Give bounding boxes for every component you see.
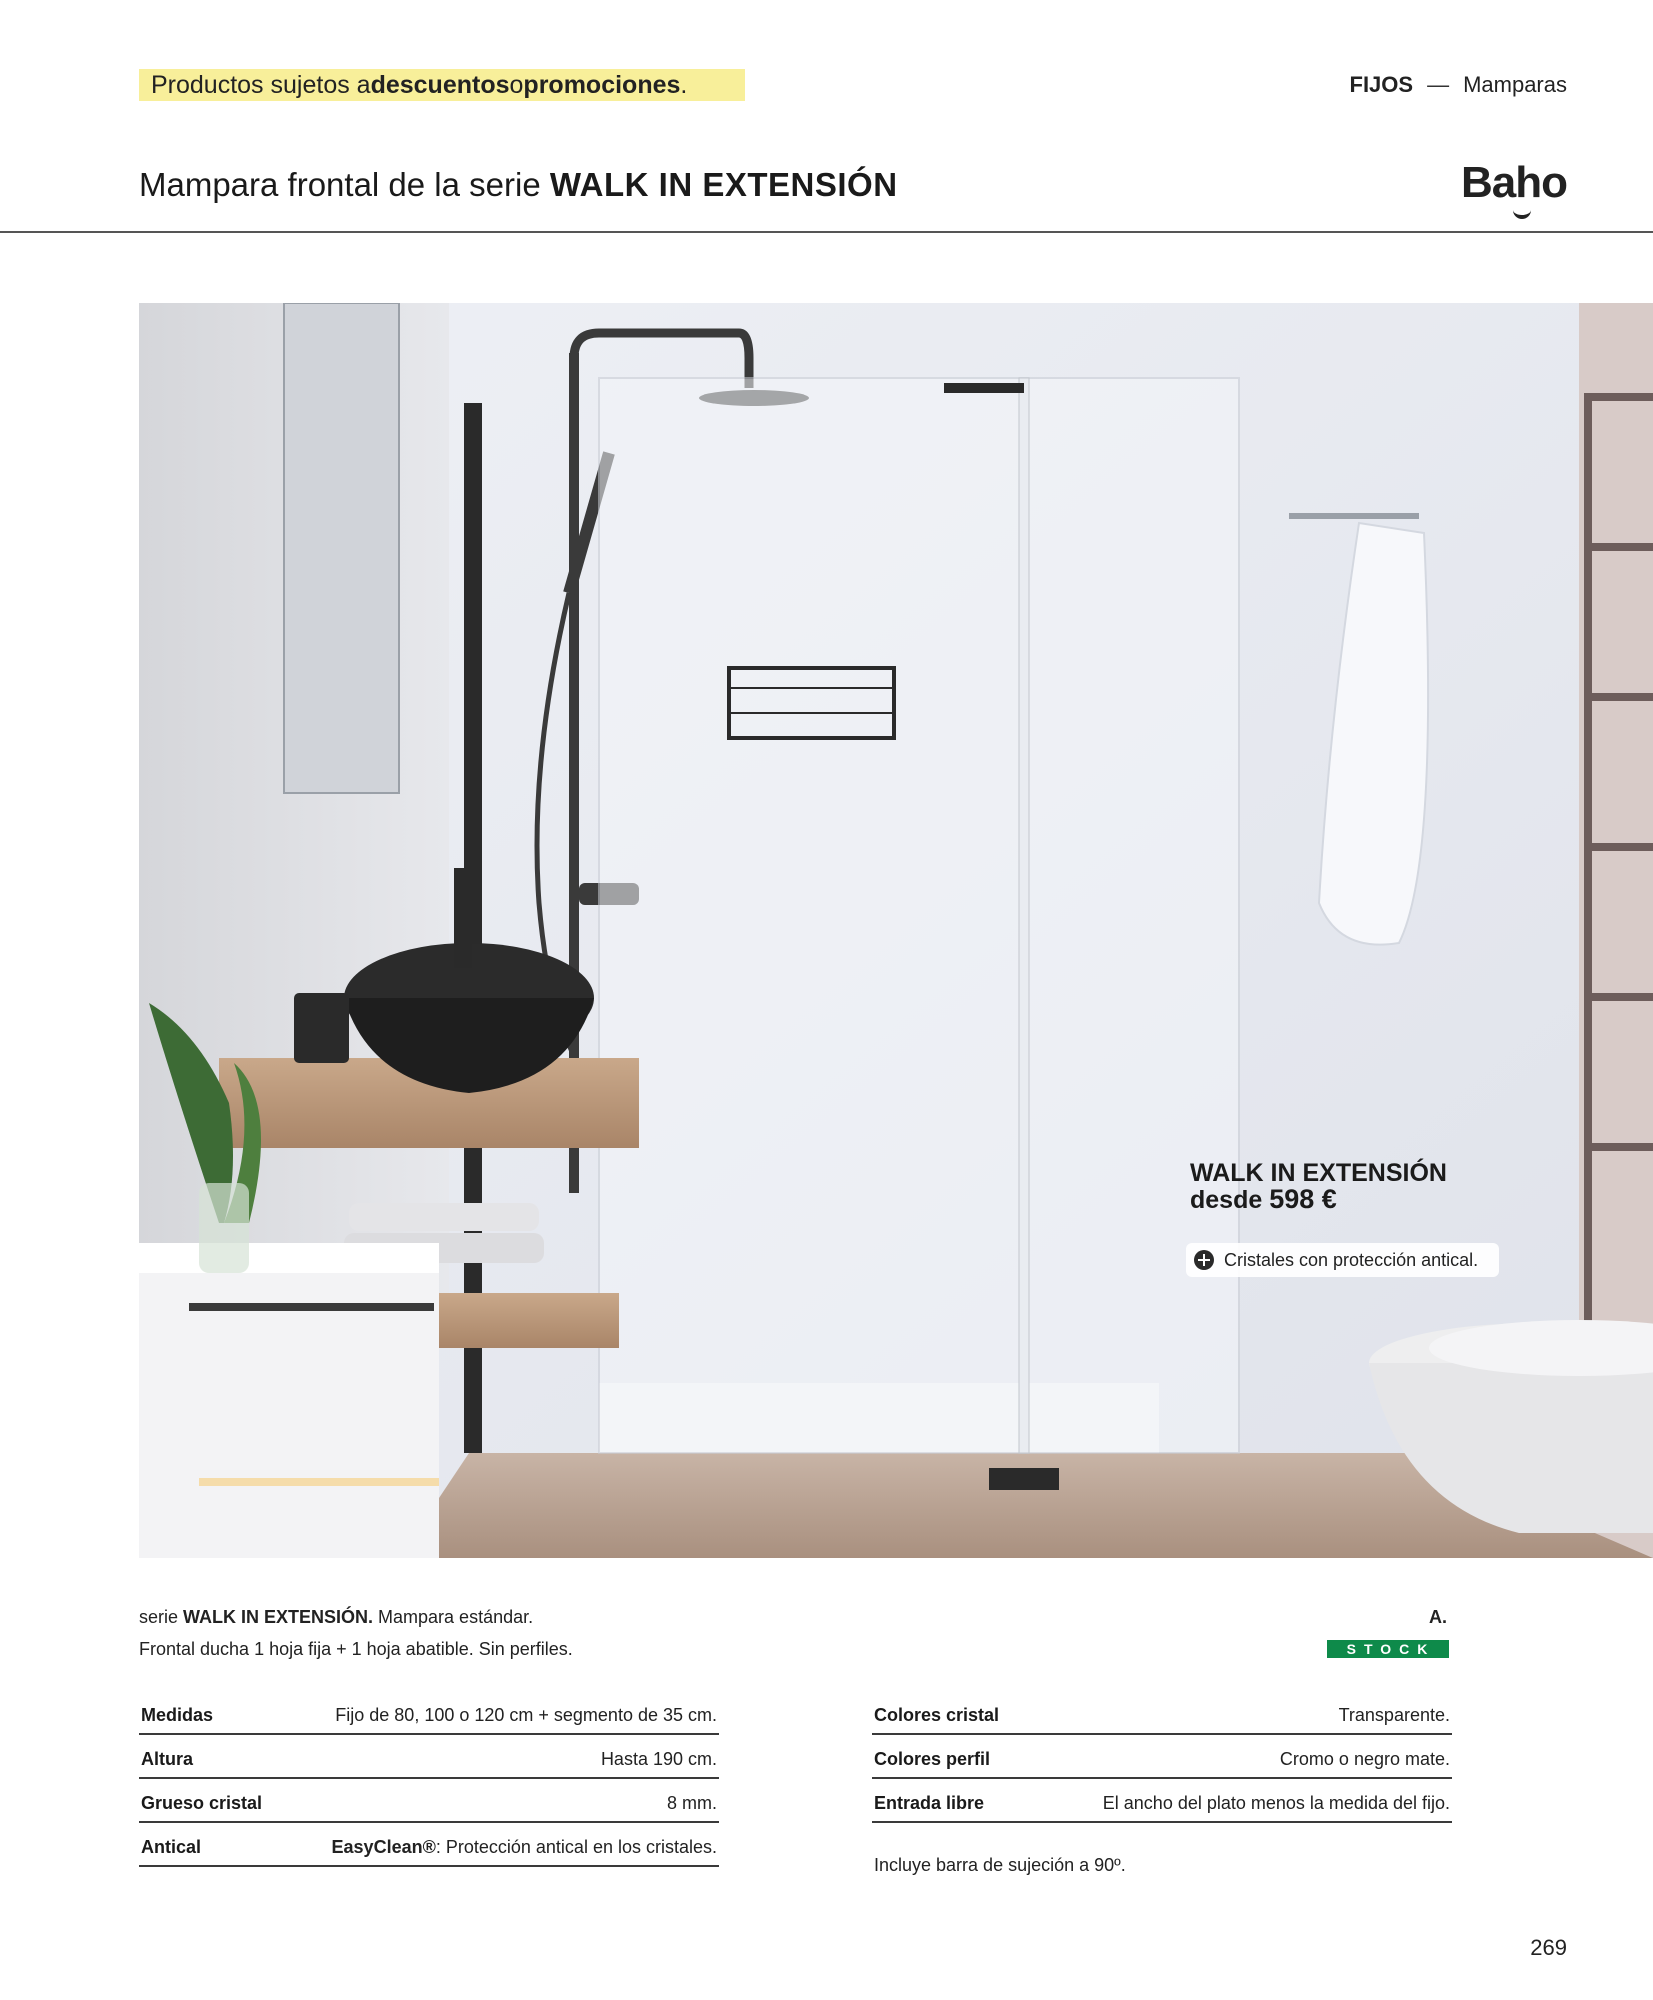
promo-text-or: o <box>509 70 524 99</box>
spec-table-right <box>872 1699 1452 1823</box>
brand-logo-text: Baho <box>1461 158 1567 207</box>
promo-banner <box>139 69 745 101</box>
promo-promotions: promociones <box>523 70 681 99</box>
promo-text: Productos sujetos a <box>151 70 371 99</box>
bathroom-illustration <box>139 303 1653 1558</box>
spec-row <box>139 1735 719 1779</box>
breadcrumb-separator: — <box>1427 72 1450 97</box>
spec-row <box>139 1699 719 1735</box>
overlay-price <box>1190 1184 1337 1215</box>
spec-label: Grueso cristal <box>141 1793 263 1813</box>
spec-label: Antical <box>141 1837 202 1857</box>
brand-logo <box>1461 158 1567 208</box>
header-divider <box>0 231 1653 233</box>
feature-badge[interactable] <box>1186 1243 1499 1277</box>
promo-discounts: descuentos <box>370 70 510 99</box>
brand-smile-icon <box>1513 206 1531 219</box>
page-title-series: WALK IN EXTENSIÓN <box>549 166 898 203</box>
page-number: 269 <box>1530 1935 1567 1960</box>
spec-value: 8 mm. <box>666 1793 717 1813</box>
breadcrumb-category: Mamparas <box>1463 72 1567 97</box>
price-amount: 598 € <box>1269 1184 1337 1214</box>
series-description <box>139 1607 533 1628</box>
breadcrumb-section: FIJOS <box>1349 72 1414 97</box>
stock-badge: STOCK <box>1327 1640 1449 1658</box>
spec-row <box>872 1699 1452 1735</box>
overlay-product-name: WALK IN EXTENSIÓN <box>1190 1159 1447 1187</box>
series-subdescription: Frontal ducha 1 hoja fija + 1 hoja abatible. Sin perfiles. <box>139 1639 573 1659</box>
spec-value: Cromo o negro mate. <box>1279 1749 1450 1769</box>
promo-period: . <box>680 70 688 99</box>
series-prefix: serie <box>139 1607 184 1627</box>
product-photo <box>139 303 1653 1558</box>
easyclean-label: EasyClean® <box>331 1837 436 1857</box>
spec-row <box>872 1735 1452 1779</box>
spec-label: Altura <box>141 1749 194 1769</box>
price-prefix: desde <box>1190 1186 1270 1214</box>
breadcrumb <box>1350 72 1568 98</box>
spec-label: Entrada libre <box>874 1793 985 1813</box>
page-title-prefix: Mampara frontal de la serie <box>139 166 550 203</box>
spec-value <box>332 1837 717 1858</box>
spec-label: Colores cristal <box>874 1705 1000 1725</box>
series-type: Mampara estándar. <box>373 1607 534 1627</box>
spec-row <box>872 1779 1452 1823</box>
spec-row <box>139 1779 719 1823</box>
spec-label: Colores perfil <box>874 1749 991 1769</box>
spec-label: Medidas <box>141 1705 214 1725</box>
mounting-note: Incluye barra de sujeción a 90º. <box>874 1855 1126 1875</box>
spec-value: Fijo de 80, 100 o 120 cm + segmento de 35 cm. <box>335 1705 717 1725</box>
page-title <box>139 166 898 204</box>
spec-table-left <box>139 1699 719 1867</box>
antical-text: : Protección antical en los cristales. <box>435 1837 717 1857</box>
plus-circle-icon <box>1194 1250 1214 1270</box>
grade-label: A. <box>1429 1607 1447 1627</box>
spec-value: El ancho del plato menos la medida del fijo. <box>1102 1793 1450 1813</box>
spec-value: Hasta 190 cm. <box>600 1749 717 1769</box>
series-name: WALK IN EXTENSIÓN. <box>183 1607 374 1627</box>
spec-row <box>139 1823 719 1867</box>
spec-value: Transparente. <box>1338 1705 1450 1725</box>
feature-text: Cristales con protección antical. <box>1224 1249 1479 1270</box>
